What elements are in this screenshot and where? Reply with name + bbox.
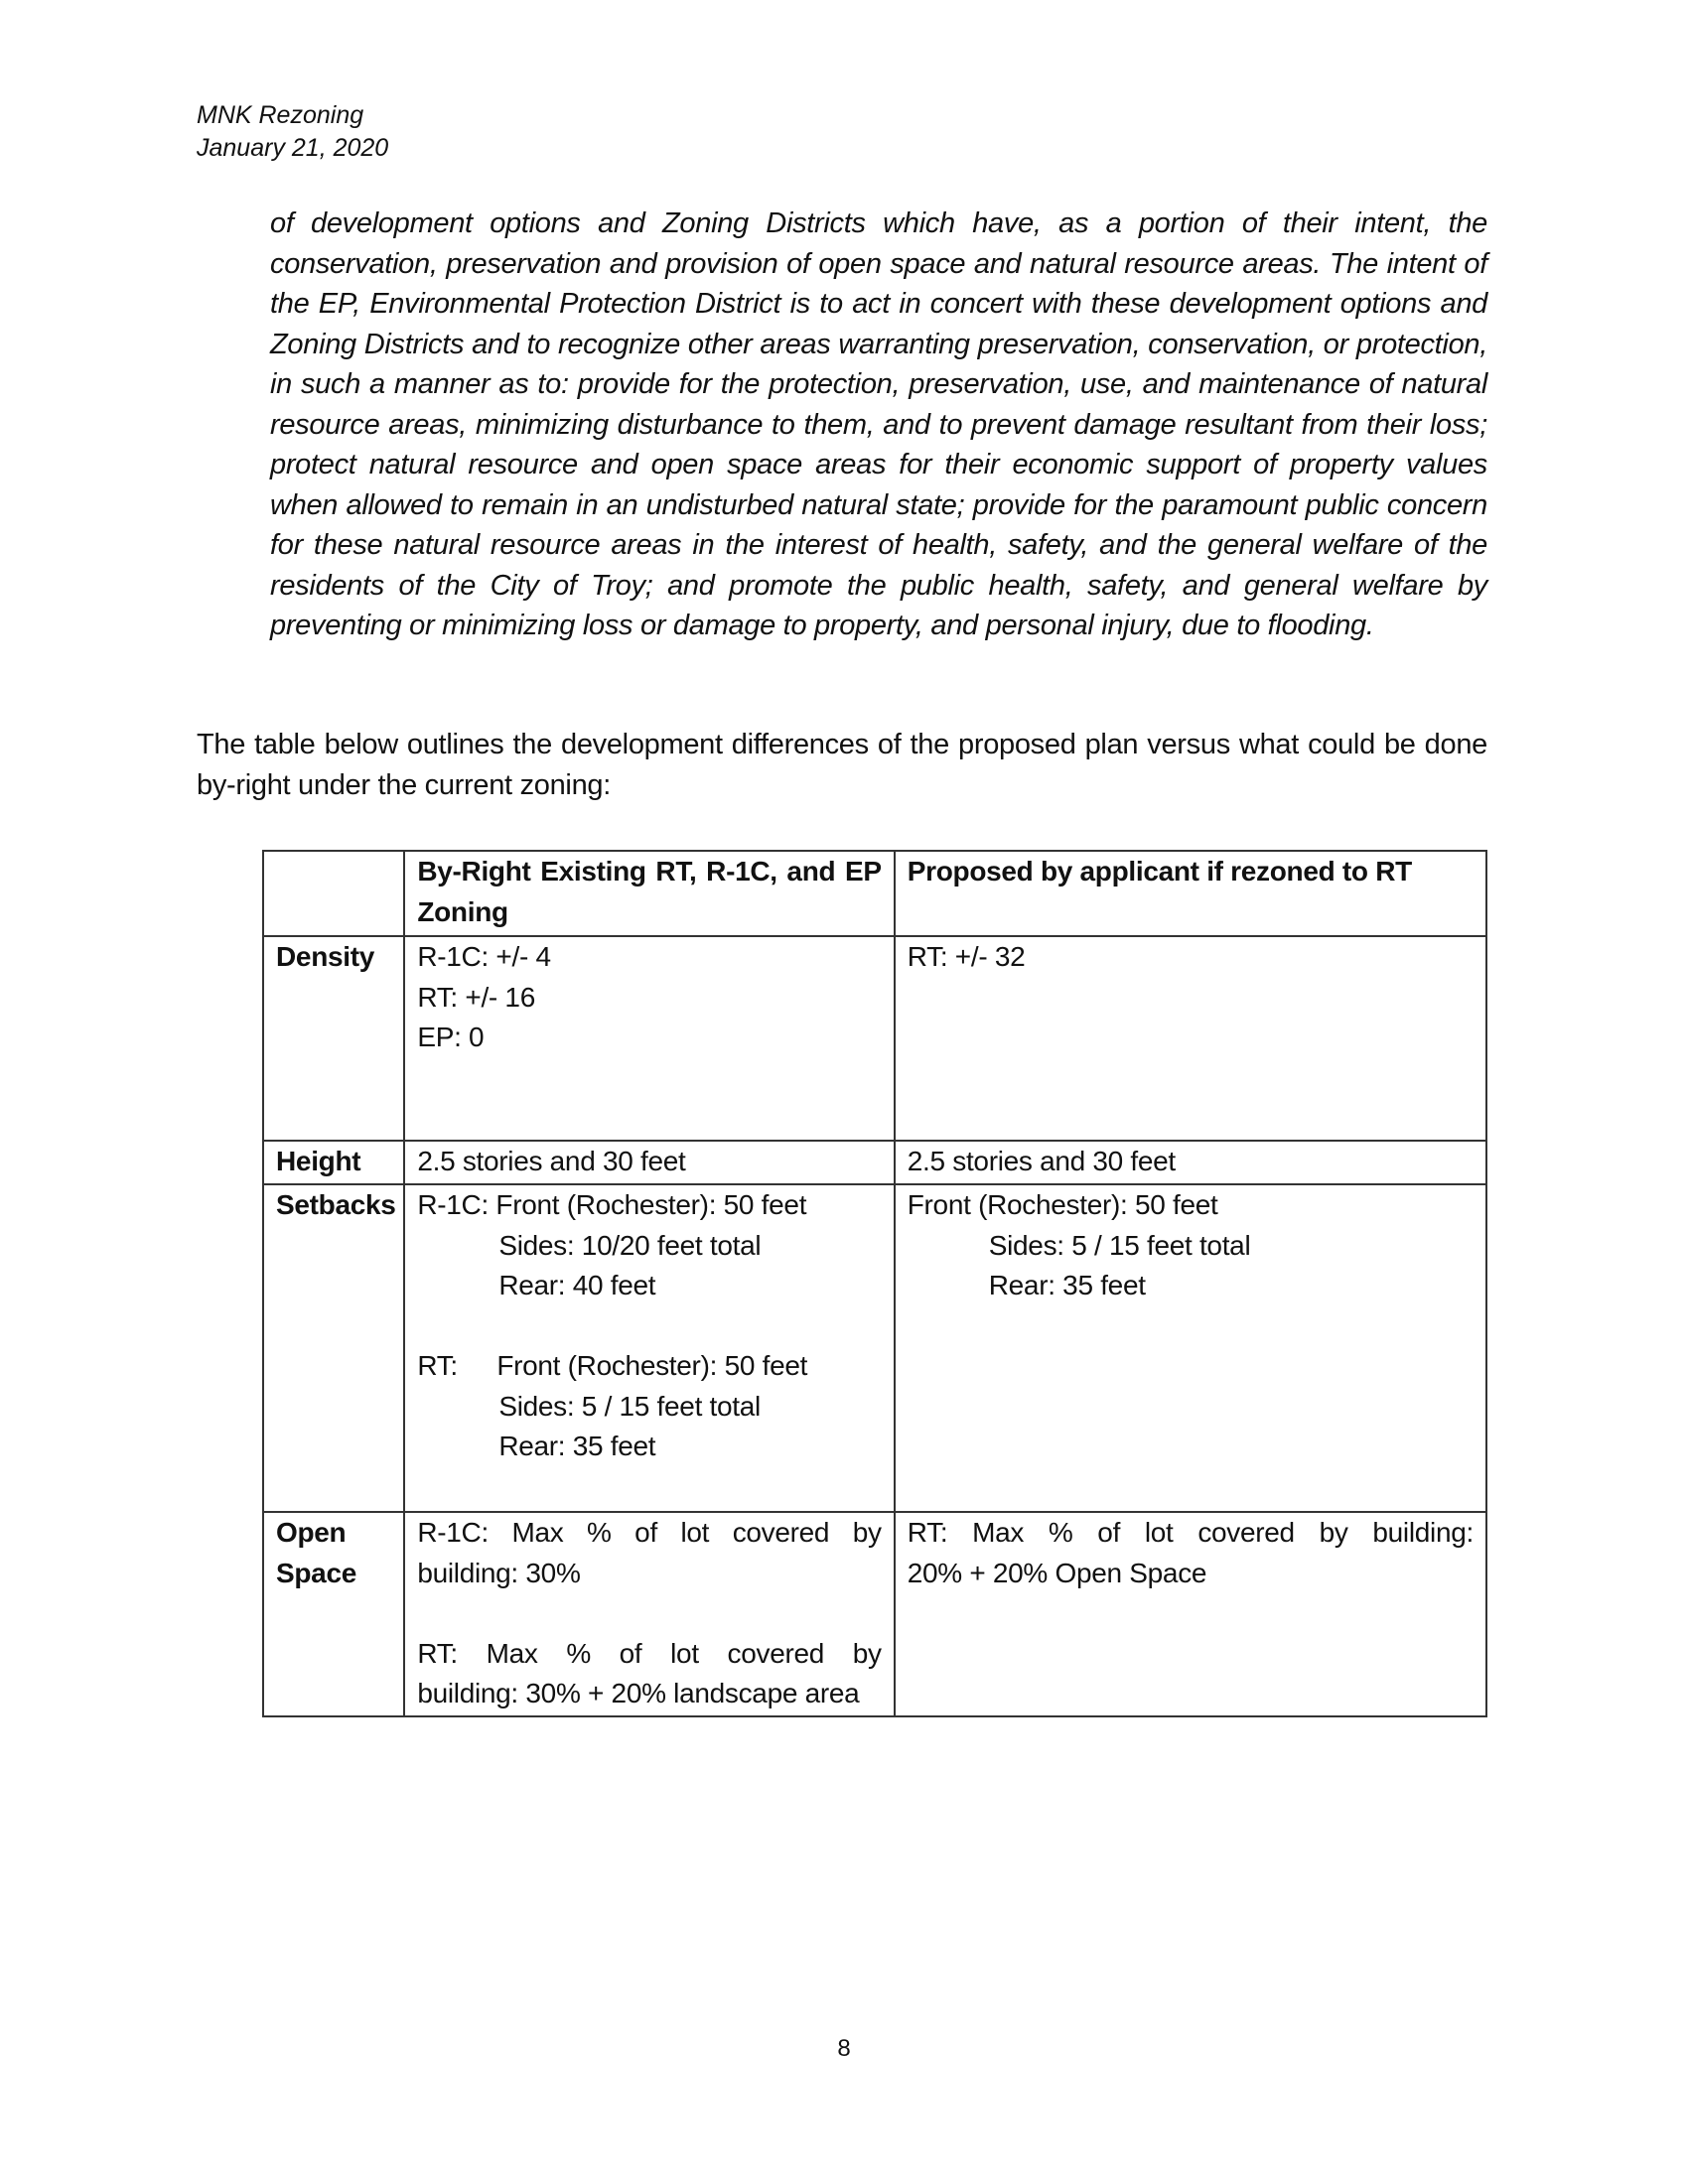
density-proposed-rt: RT: +/- 32 xyxy=(907,941,1026,972)
document-header xyxy=(197,99,388,165)
setbacks-proposed-sides: Sides: 5 / 15 feet total xyxy=(988,1229,1251,1261)
document-title: MNK Rezoning xyxy=(197,101,364,129)
density-proposed-cell xyxy=(895,936,1486,1141)
height-existing-cell: 2.5 stories and 30 feet xyxy=(404,1141,894,1184)
open-space-r1c-line2: building: 30% xyxy=(417,1557,581,1588)
setbacks-rt-front-line xyxy=(417,1346,881,1387)
density-existing-ep: EP: 0 xyxy=(417,1022,485,1052)
setbacks-rt-sides: Sides: 5 / 15 feet total xyxy=(498,1390,761,1422)
row-label-open: Open xyxy=(276,1517,347,1548)
open-space-proposed-line1: RT: Max % of lot covered by building: xyxy=(907,1517,1474,1548)
setbacks-existing-cell xyxy=(404,1184,894,1512)
row-label-open-space xyxy=(263,1512,404,1716)
row-label-setbacks: Setbacks xyxy=(263,1184,404,1512)
density-existing-cell xyxy=(404,936,894,1141)
setbacks-r1c-rear: Rear: 40 feet xyxy=(498,1270,656,1300)
setbacks-proposed-rear: Rear: 35 feet xyxy=(988,1270,1146,1300)
setbacks-rt-rear: Rear: 35 feet xyxy=(498,1431,656,1461)
header-existing-label: By-Right Existing RT, R-1C, and EP Zoning xyxy=(417,856,882,927)
table-header-row xyxy=(263,851,1486,936)
open-space-rt-line2: building: 30% + 20% landscape area xyxy=(417,1678,860,1708)
header-existing-zoning xyxy=(404,851,894,936)
spacer xyxy=(417,1593,881,1634)
page-number: 8 xyxy=(837,2035,851,2062)
header-empty-cell xyxy=(263,851,404,936)
setbacks-rt-front: Front (Rochester): 50 feet xyxy=(496,1350,808,1381)
table-row-density xyxy=(263,936,1486,1141)
table-intro-paragraph: The table below outlines the development differences of the proposed plan versus what could be done by-right under the current zoning: xyxy=(197,729,1487,801)
row-label-space: Space xyxy=(276,1557,356,1588)
density-existing-rt: RT: +/- 16 xyxy=(417,981,535,1013)
setbacks-r1c-front: R-1C: Front (Rochester): 50 feet xyxy=(417,1189,807,1220)
zoning-comparison-table xyxy=(262,850,1487,1717)
open-space-proposed-line2: 20% + 20% Open Space xyxy=(907,1557,1207,1588)
row-label-height: Height xyxy=(263,1141,404,1184)
document-date: January 21, 2020 xyxy=(197,134,389,162)
open-space-rt-line1: RT: Max % of lot covered by xyxy=(417,1637,882,1669)
table-row-height xyxy=(263,1141,1486,1184)
spacer xyxy=(417,1306,881,1347)
setbacks-proposed-front: Front (Rochester): 50 feet xyxy=(907,1189,1218,1220)
density-existing-r1c: R-1C: +/- 4 xyxy=(417,941,551,972)
open-space-proposed-cell xyxy=(895,1512,1486,1716)
setbacks-rt-prefix: RT: xyxy=(417,1350,458,1381)
header-proposed-zoning: Proposed by applicant if rezoned to RT xyxy=(895,851,1486,936)
open-space-existing-cell xyxy=(404,1512,894,1716)
height-proposed-cell: 2.5 stories and 30 feet xyxy=(895,1141,1486,1184)
setbacks-r1c-sides: Sides: 10/20 feet total xyxy=(498,1229,762,1261)
quoted-ordinance-text: of development options and Zoning Districts which have, as a portion of their intent, the conservation, preservation and provision of open space and natural resource areas. The intent of the EP, Environmental Protection District is to act in concert with these development options and Zoning Districts and to recognize other areas warranting preservation, conservation, or protection, in such a manner as to: provide for the protection, preservation, use, and maintenance of natural resource areas, minimizing disturbance to them, and to prevent damage resultant from their loss; protect natural resource and open space areas for their economic support of property values when allowed to remain in an undisturbed natural state; provide for the paramount public concern for these natural resource areas in the interest of health, safety, and the general welfare of the residents of the City of Troy; and promote the public health, safety, and general welfare by preventing or minimizing loss or damage to property, and personal injury, due to flooding. xyxy=(270,207,1487,641)
row-label-density: Density xyxy=(263,936,404,1141)
table-row-setbacks xyxy=(263,1184,1486,1512)
open-space-r1c-line1: R-1C: Max % of lot covered by xyxy=(417,1517,882,1548)
table-row-open-space xyxy=(263,1512,1486,1716)
setbacks-proposed-cell xyxy=(895,1184,1486,1512)
